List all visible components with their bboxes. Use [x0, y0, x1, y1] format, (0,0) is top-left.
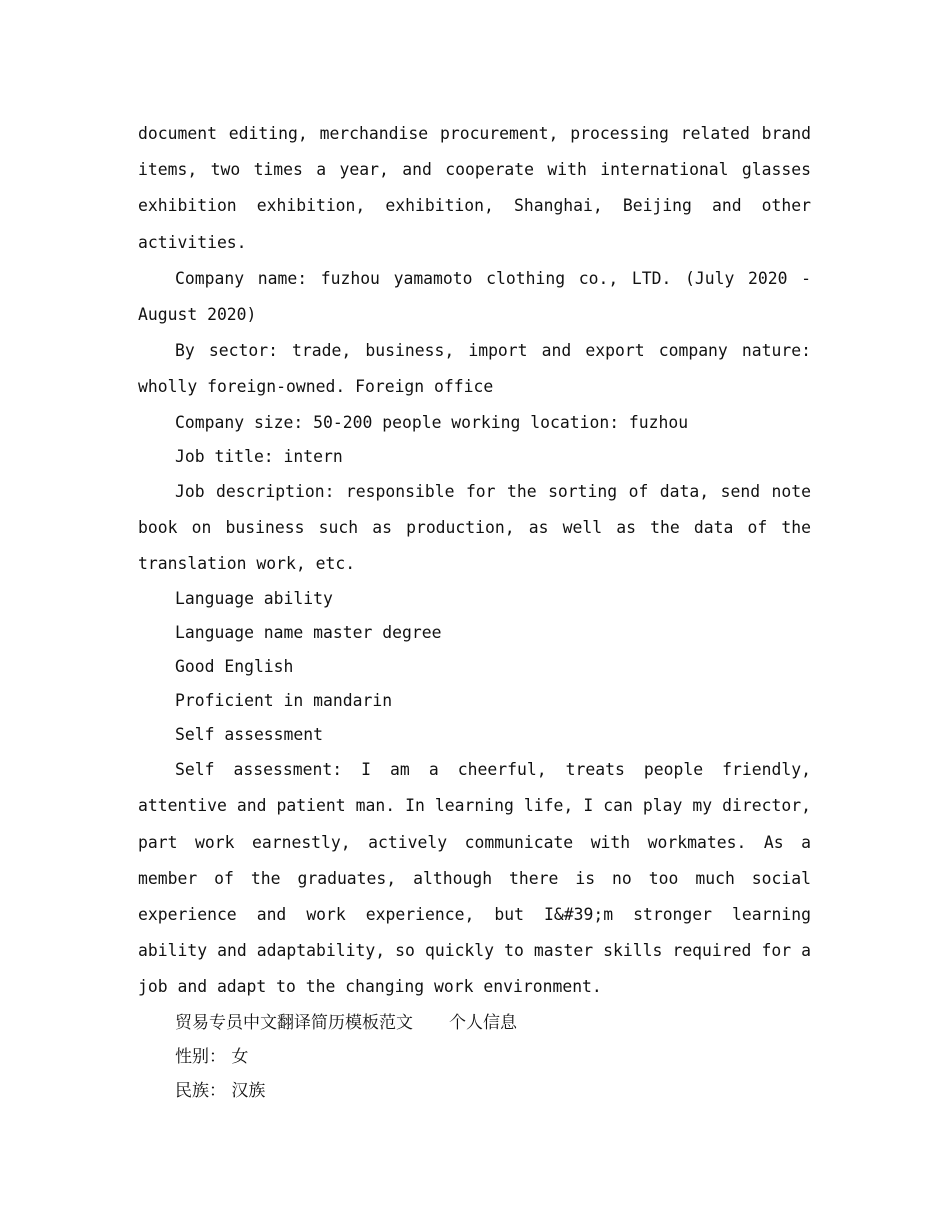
chinese-ethnicity: 民族： 汉族 — [175, 1080, 266, 1101]
heading-language-ability: Language ability — [175, 589, 333, 609]
paragraph-self-assessment: Self assessment: I am a cheerful, treats people friendly, attentive and patient man. In learning life, I can play my director, part work earnestly, actively communicate with workmates. As a member of the graduates, although there is no too much social experience and work experience, but I&#39;m stronger learning ability and adaptability, so quickly to master skills required for a job and adapt to the changing work environment. — [138, 760, 811, 997]
paragraph-job-description: Job description: responsible for the sorting of data, send note book on business such as production, as well as the data of the translation work, etc. — [138, 481, 811, 574]
chinese-gender: 性别： 女 — [175, 1046, 249, 1067]
language-table-header: Language name master degree — [175, 623, 442, 643]
paragraph-sector: By sector: trade, business, import and export company nature: wholly foreign-owned. Foreign office — [138, 341, 811, 397]
language-english: Good English — [175, 657, 294, 677]
language-mandarin: Proficient in mandarin — [175, 691, 393, 711]
paragraph-duties-continued: document editing, merchandise procurement, processing related brand items, two times a year, and cooperate with international glasses exhibition exhibition, exhibition, Shanghai, Beijing and other activities. — [138, 124, 811, 252]
paragraph-company-name: Company name: fuzhou yamamoto clothing co., LTD. (July 2020 - August 2020) — [138, 268, 811, 325]
paragraph-company-size: Company size: 50-200 people working location: fuzhou — [175, 412, 689, 432]
chinese-section-personal-info: 个人信息 — [449, 1012, 517, 1033]
paragraph-job-title: Job title: intern — [175, 446, 343, 466]
heading-self-assessment: Self assessment — [175, 725, 324, 745]
chinese-title-line — [138, 1006, 811, 1040]
document-body — [138, 116, 811, 1108]
chinese-resume-title: 贸易专员中文翻译简历模板范文 — [175, 1012, 413, 1033]
